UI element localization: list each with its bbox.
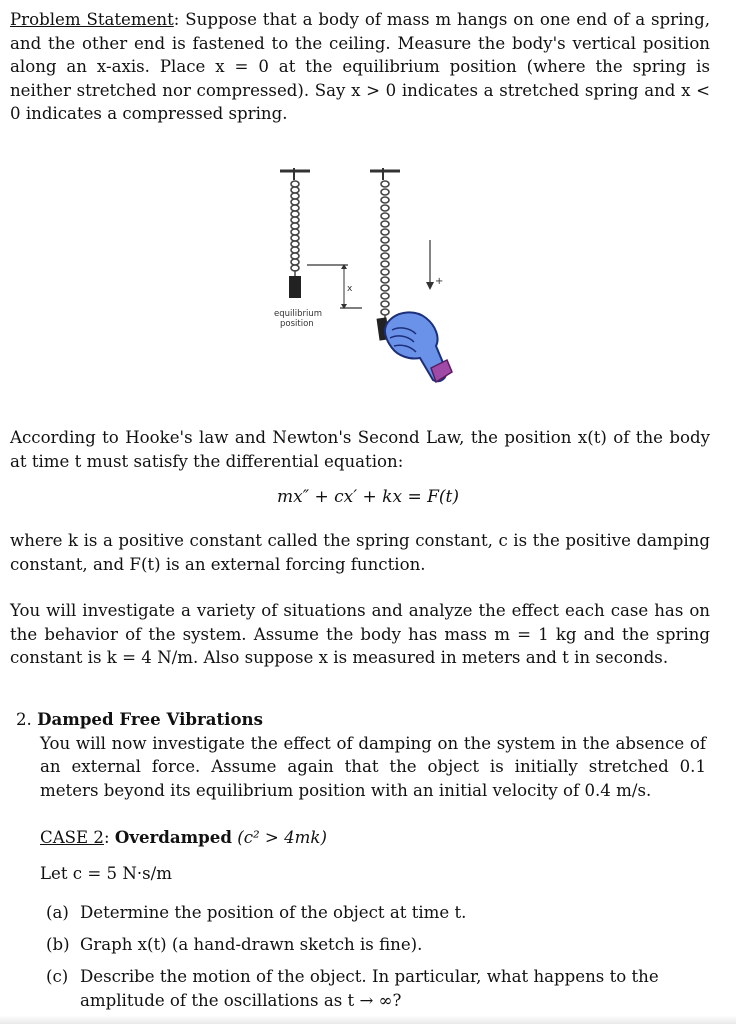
equilibrium-label: equilibrium: [274, 309, 323, 319]
list-item: [46, 965, 696, 1012]
list-item-text: Determine the position of the object at time t.: [80, 903, 467, 922]
hooke-text: According to Hooke's law and Newton's Second Law, the position x(t) of the body at time t must satisfy the differential equation:: [10, 428, 710, 471]
x-label: x: [347, 284, 353, 294]
case-condition: (c² > 4mk): [237, 828, 327, 847]
left-mass: [289, 276, 301, 298]
list-item: [46, 933, 696, 957]
right-spring: [381, 181, 389, 315]
section-text: You will now investigate the effect of damping on the system in the absence of an external force. Assume again that the object is initially stretched 0.1 meters beyond its equilibrium position with an initial velocity of 0.4 m/s.: [40, 733, 706, 800]
section-number: 2.: [16, 710, 32, 729]
plus-label: +: [435, 276, 444, 287]
section-2: [16, 708, 706, 802]
investigate-text: You will investigate a variety of situations and analyze the effect each case has on the behavior of the system. Assume the body has mass m = 1 kg and the spring constant is k = 4 N/m. Also suppose x is measured in meters and t in seconds.: [10, 601, 710, 667]
position-label: position: [280, 319, 314, 329]
section-title: Damped Free Vibrations: [37, 709, 263, 729]
list-item-text: Graph x(t) (a hand-drawn sketch is fine).: [80, 935, 423, 954]
problem-statement-text: Suppose that a body of mass m hangs on one end of a spring, and the other end is fastened to the ceiling. Measure the body's vertical position along an x-axis. Place x = 0 at the equilibrium position (where the spring is neither stretched nor compressed). Say x > 0 indicates a stretched spring and x < 0 indicates a compressed spring.: [10, 10, 710, 123]
case-label: CASE 2: [40, 828, 104, 847]
let-text: Let c = 5 N·s/m: [40, 864, 172, 883]
where-text: where k is a positive constant called the spring constant, c is the positive damping constant, and F(t) is an external forcing function.: [10, 531, 710, 574]
list-item-label: (c): [46, 967, 69, 986]
case-heading: CASE 2: Overdamped (c² > 4mk): [40, 827, 327, 847]
list-item-text: Describe the motion of the object. In particular, what happens to the amplitude of the oscillations as t → ∞?: [80, 967, 659, 1010]
left-spring: [291, 181, 299, 271]
list-item-label: (b): [46, 935, 70, 954]
hand-icon: [385, 312, 452, 382]
case-name: Overdamped: [114, 827, 232, 847]
differential-equation: mx″ + cx′ + kx = F(t): [277, 487, 459, 507]
list-item: [46, 901, 696, 925]
page-edge-shadow: [0, 1015, 736, 1024]
spring-figure: [270, 160, 470, 388]
list-item-label: (a): [46, 903, 69, 922]
problem-statement: Problem Statement: Suppose that a body of mass m hangs on one end of a spring, and the other end is fastened to the ceiling. Measure the body's vertical position along an x-axis. Place x = 0 at the equilibrium position (where the spring is neither stretched nor compressed). Say x > 0 indicates a stretched spring and x < 0 indicates a compressed spring.: [10, 10, 710, 123]
problem-statement-heading: Problem Statement: [10, 10, 174, 29]
